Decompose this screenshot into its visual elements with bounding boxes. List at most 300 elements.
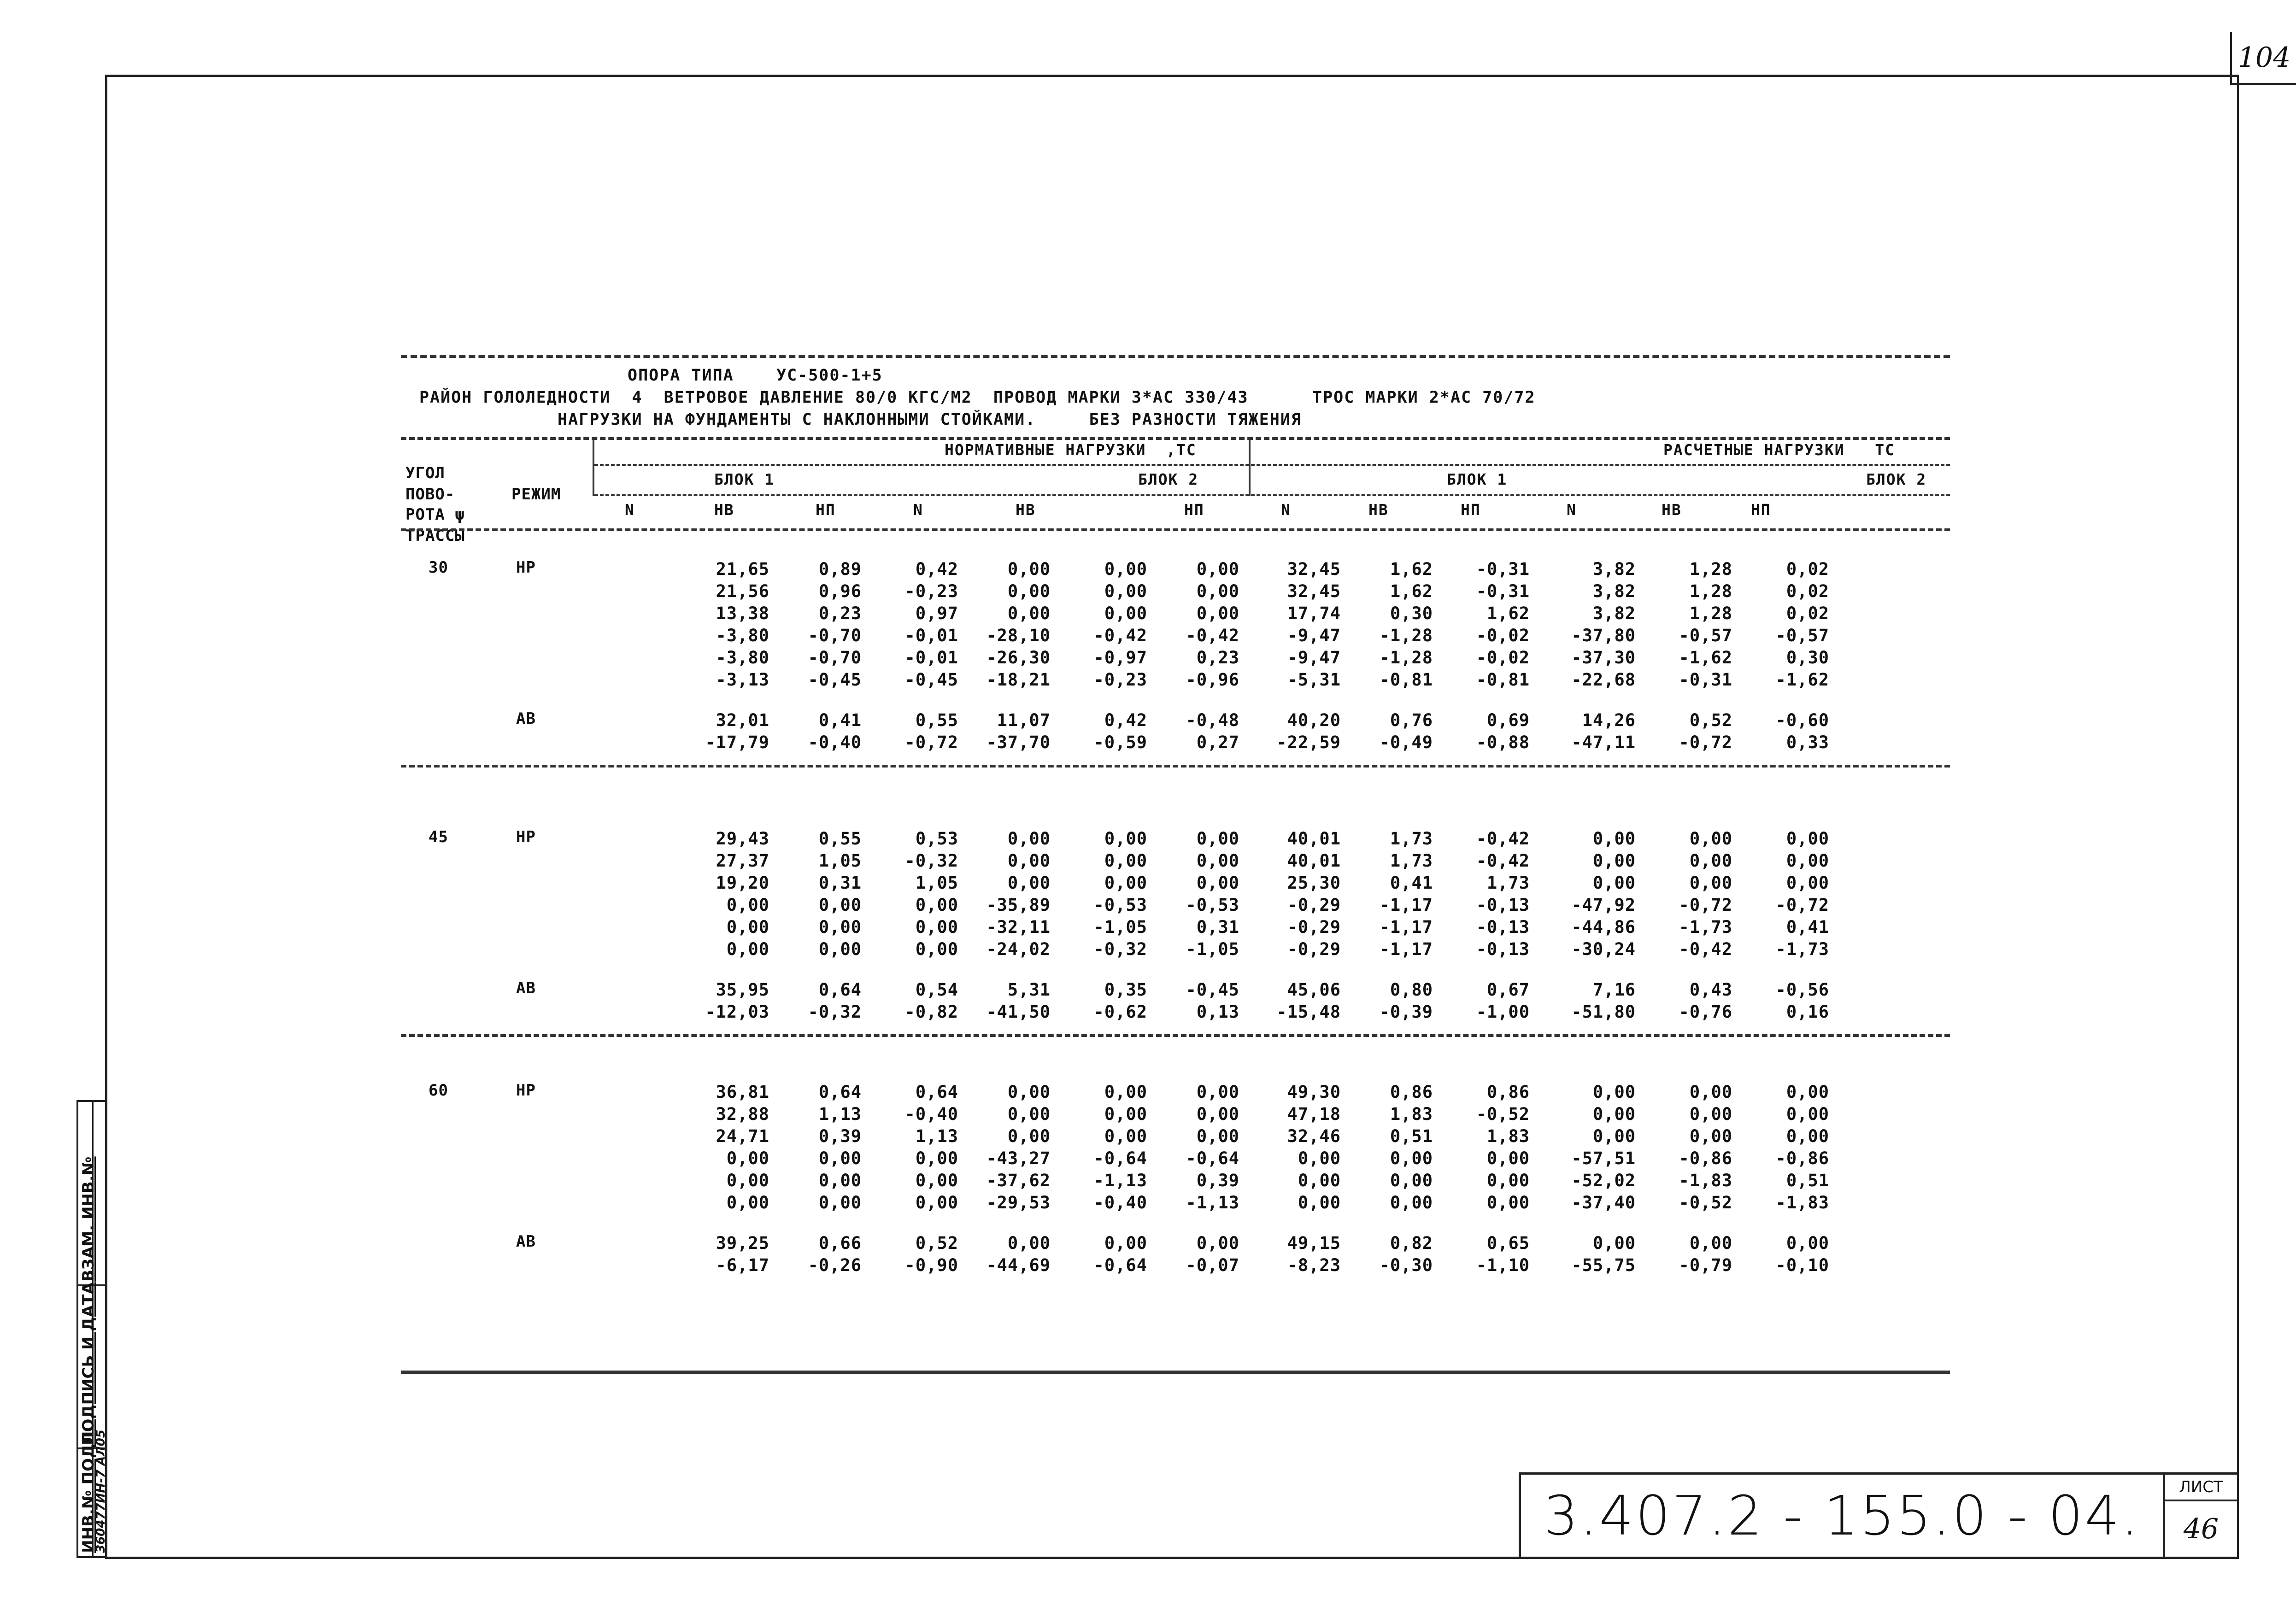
- table-cell: 0,00: [1592, 829, 1636, 849]
- table-cell: -37,62: [986, 1171, 1051, 1190]
- table-cell: 1,73: [1390, 851, 1433, 871]
- angle-header-2: ПОВО-: [405, 485, 455, 504]
- table-cell: -0,45: [1186, 980, 1239, 1000]
- table-cell: 0,00: [1007, 1082, 1051, 1102]
- table-cell: 0,00: [1592, 1104, 1636, 1124]
- table-cell: 0,02: [1786, 603, 1829, 623]
- table-cell: -44,69: [986, 1255, 1051, 1275]
- table-cell: 0,00: [1104, 851, 1147, 871]
- table-cell: 0,02: [1786, 559, 1829, 579]
- table-cell: 0,82: [1390, 1233, 1433, 1253]
- table-cell: -0,57: [1775, 626, 1829, 645]
- table-cell: 0,00: [1689, 1126, 1732, 1146]
- table-row: [401, 732, 1950, 754]
- table-cell: 0,00: [1592, 1126, 1636, 1146]
- col-head-np: НП: [816, 501, 836, 519]
- table-cell: -0,90: [904, 1255, 958, 1275]
- table-cell: -0,30: [1379, 1255, 1433, 1275]
- table-cell: 32,45: [1287, 581, 1341, 601]
- table-cell: -9,47: [1287, 648, 1341, 668]
- table-cell: 0,00: [726, 939, 769, 959]
- table-cell: -0,40: [808, 732, 862, 752]
- table-cell: 0,00: [1298, 1171, 1341, 1190]
- table-cell: -0,76: [1679, 1002, 1732, 1022]
- table-cell: 0,00: [1689, 1082, 1732, 1102]
- table-cell: 13,38: [716, 603, 769, 623]
- table-cell: 45,06: [1287, 980, 1341, 1000]
- regime-label: АВ: [516, 1232, 536, 1251]
- table-row: [401, 1081, 1950, 1103]
- table-cell: -9,47: [1287, 626, 1341, 645]
- regime-header: РЕЖИМ: [511, 485, 561, 504]
- table-cell: 1,28: [1689, 603, 1732, 623]
- stamp-label-inv: ИНВ.№ ПОДЛ.: [79, 1425, 98, 1553]
- table-cell: -24,02: [986, 939, 1051, 959]
- design-block1-header: БЛОК 1: [1447, 470, 1508, 488]
- divider-col-heads: [594, 494, 1950, 496]
- table-cell: 0,64: [915, 1082, 958, 1102]
- table-cell: -1,73: [1775, 939, 1829, 959]
- table-cell: -1,13: [1186, 1193, 1239, 1213]
- table-cell: -0,31: [1476, 581, 1530, 601]
- table-cell: 0,00: [1689, 829, 1732, 849]
- regime-label: НР: [516, 558, 536, 577]
- table-cell: 0,00: [726, 1148, 769, 1168]
- table-cell: -47,92: [1571, 895, 1636, 915]
- table-cell: 0,00: [726, 917, 769, 937]
- col-head-nv: НВ: [1662, 501, 1682, 519]
- table-cell: 0,00: [1007, 603, 1051, 623]
- table-cell: 3,82: [1592, 559, 1636, 579]
- table-cell: 0,39: [1196, 1171, 1239, 1190]
- table-cell: -30,24: [1571, 939, 1636, 959]
- table-cell: -0,32: [1093, 939, 1147, 959]
- table-cell: 0,00: [818, 1171, 862, 1190]
- table-cell: -1,83: [1775, 1193, 1829, 1213]
- table-cell: -15,48: [1276, 1002, 1341, 1022]
- table-cell: -0,56: [1775, 980, 1829, 1000]
- table-cell: 0,00: [915, 917, 958, 937]
- table-cell: 0,00: [818, 1193, 862, 1213]
- table-cell: 0,00: [1689, 1104, 1732, 1124]
- col-head-n: N: [1281, 501, 1291, 519]
- table-cell: 0,00: [1196, 1104, 1239, 1124]
- table-cell: 0,86: [1486, 1082, 1530, 1102]
- design-block2-header: БЛОК 2: [1866, 470, 1927, 488]
- table-row: [401, 558, 1950, 580]
- table-cell: -1,17: [1379, 917, 1433, 937]
- table-cell: -0,29: [1287, 895, 1341, 915]
- table-cell: 7,16: [1592, 980, 1636, 1000]
- angle-value: 60: [429, 1081, 448, 1100]
- table-cell: 1,83: [1390, 1104, 1433, 1124]
- table-cell: 40,01: [1287, 851, 1341, 871]
- table-cell: -0,13: [1476, 895, 1530, 915]
- table-cell: -1,62: [1679, 648, 1732, 668]
- table-cell: 0,00: [1196, 559, 1239, 579]
- table-row: [401, 1148, 1950, 1170]
- table-cell: 0,00: [1786, 1082, 1829, 1102]
- table-cell: 0,00: [1104, 873, 1147, 893]
- table-cell: 29,43: [716, 829, 769, 849]
- table-cell: 0,41: [818, 710, 862, 730]
- table-cell: 3,82: [1592, 603, 1636, 623]
- table-cell: 0,30: [1390, 603, 1433, 623]
- table-cell: 0,00: [915, 1193, 958, 1213]
- table-cell: 0,55: [818, 829, 862, 849]
- table-cell: 36,81: [716, 1082, 769, 1102]
- table-cell: -0,62: [1093, 1002, 1147, 1022]
- table-cell: 0,00: [726, 1193, 769, 1213]
- table-cell: -0,53: [1186, 895, 1239, 915]
- table-cell: 0,41: [1390, 873, 1433, 893]
- table-cell: 1,28: [1689, 559, 1732, 579]
- table-cell: -12,03: [705, 1002, 769, 1022]
- table-cell: -0,57: [1679, 626, 1732, 645]
- divider-blocks: [594, 464, 1950, 466]
- table-cell: 0,31: [818, 873, 862, 893]
- stamp-label-zam-inv: ВЗАМ. ИНВ.№: [79, 1156, 98, 1282]
- table-row: [401, 872, 1950, 894]
- table-cell: -0,01: [904, 626, 958, 645]
- table-row: [401, 1125, 1950, 1148]
- table-cell: 0,00: [1786, 1126, 1829, 1146]
- table-cell: 35,95: [716, 980, 769, 1000]
- load-table-printout: [401, 355, 1950, 1374]
- table-cell: 0,23: [818, 603, 862, 623]
- table-cell: 32,88: [716, 1104, 769, 1124]
- table-cell: 0,00: [1486, 1148, 1530, 1168]
- group-divider: [401, 765, 1950, 767]
- table-cell: -0,07: [1186, 1255, 1239, 1275]
- table-cell: -0,40: [904, 1104, 958, 1124]
- table-cell: 0,00: [1196, 829, 1239, 849]
- col-sep-regime: [593, 439, 594, 496]
- table-row: [401, 850, 1950, 872]
- table-cell: 0,42: [915, 559, 958, 579]
- table-cell: -0,01: [904, 648, 958, 668]
- table-cell: -0,32: [808, 1002, 862, 1022]
- normative-loads-header: НОРМАТИВНЫЕ НАГРУЗКИ ,ТС: [945, 441, 1197, 459]
- table-row: [401, 580, 1950, 603]
- table-row: [401, 828, 1950, 850]
- table-row: [401, 938, 1950, 961]
- table-cell: -0,72: [1679, 895, 1732, 915]
- col-head-np: НП: [1461, 501, 1481, 519]
- table-cell: 0,00: [915, 1148, 958, 1168]
- table-cell: 0,00: [726, 1171, 769, 1190]
- table-cell: -0,60: [1775, 710, 1829, 730]
- table-cell: 0,00: [1007, 581, 1051, 601]
- table-cell: 1,73: [1390, 829, 1433, 849]
- table-cell: -0,64: [1093, 1148, 1147, 1168]
- col-head-nv: НВ: [1016, 501, 1036, 519]
- table-cell: -1,00: [1476, 1002, 1530, 1022]
- group-divider: [401, 1034, 1950, 1037]
- table-cell: 0,13: [1196, 1002, 1239, 1022]
- table-cell: -0,29: [1287, 917, 1341, 937]
- table-cell: 0,42: [1104, 710, 1147, 730]
- table-cell: -28,10: [986, 626, 1051, 645]
- table-row: [401, 916, 1950, 938]
- table-row: [401, 1001, 1950, 1023]
- table-cell: -22,59: [1276, 732, 1341, 752]
- col-head-nv: НВ: [714, 501, 734, 519]
- table-cell: 0,16: [1786, 1002, 1829, 1022]
- title-block: [1519, 1472, 2237, 1557]
- table-cell: 0,00: [1104, 1126, 1147, 1146]
- table-cell: -3,13: [716, 670, 769, 690]
- divider-body: [401, 528, 1950, 531]
- table-cell: -0,86: [1679, 1148, 1732, 1168]
- table-cell: -0,45: [808, 670, 862, 690]
- table-cell: -37,30: [1571, 648, 1636, 668]
- table-cell: -0,29: [1287, 939, 1341, 959]
- table-cell: 0,55: [915, 710, 958, 730]
- design-loads-header: РАСЧЕТНЫЕ НАГРУЗКИ ТС: [1663, 441, 1895, 459]
- table-cell: -26,30: [986, 648, 1051, 668]
- table-row: [401, 1103, 1950, 1125]
- table-cell: 11,07: [997, 710, 1051, 730]
- table-cell: 1,62: [1486, 603, 1530, 623]
- table-cell: 0,39: [818, 1126, 862, 1146]
- table-cell: 5,31: [1007, 980, 1051, 1000]
- table-cell: 0,89: [818, 559, 862, 579]
- table-row: [401, 669, 1950, 691]
- col-head-nv: НВ: [1368, 501, 1389, 519]
- regime-label: НР: [516, 828, 536, 846]
- table-cell: 0,00: [1390, 1148, 1433, 1168]
- table-cell: -0,13: [1476, 917, 1530, 937]
- table-cell: -43,27: [986, 1148, 1051, 1168]
- table-cell: -52,02: [1571, 1171, 1636, 1190]
- table-cell: -0,96: [1186, 670, 1239, 690]
- table-cell: 0,00: [1196, 873, 1239, 893]
- table-cell: -0,23: [904, 581, 958, 601]
- table-cell: 25,30: [1287, 873, 1341, 893]
- table-cell: 0,64: [818, 1082, 862, 1102]
- table-cell: -0,79: [1679, 1255, 1732, 1275]
- table-cell: 0,00: [1592, 1082, 1636, 1102]
- table-cell: -0,64: [1093, 1255, 1147, 1275]
- table-cell: -29,53: [986, 1193, 1051, 1213]
- col-head-np: НП: [1751, 501, 1771, 519]
- col-head-np: НП: [1184, 501, 1204, 519]
- table-row: [401, 1192, 1950, 1214]
- table-cell: 0,23: [1196, 648, 1239, 668]
- table-cell: -0,82: [904, 1002, 958, 1022]
- norm-block1-header: БЛОК 1: [714, 470, 775, 488]
- table-row: [401, 603, 1950, 625]
- table-cell: 0,00: [1689, 873, 1732, 893]
- table-cell: -47,11: [1571, 732, 1636, 752]
- table-cell: 0,00: [1689, 851, 1732, 871]
- table-cell: 0,00: [1007, 1104, 1051, 1124]
- table-cell: -18,21: [986, 670, 1051, 690]
- table-cell: -0,31: [1476, 559, 1530, 579]
- table-cell: 0,51: [1390, 1126, 1433, 1146]
- table-cell: 0,00: [1592, 873, 1636, 893]
- table-cell: -0,72: [904, 732, 958, 752]
- table-cell: 47,18: [1287, 1104, 1341, 1124]
- table-cell: 0,65: [1486, 1233, 1530, 1253]
- col-head-n: N: [1567, 501, 1577, 519]
- table-cell: 24,71: [716, 1126, 769, 1146]
- table-cell: 0,27: [1196, 732, 1239, 752]
- table-cell: -0,23: [1093, 670, 1147, 690]
- table-cell: -0,88: [1476, 732, 1530, 752]
- table-cell: -0,42: [1093, 626, 1147, 645]
- angle-header-1: УГОЛ: [405, 464, 445, 482]
- table-cell: -3,80: [716, 648, 769, 668]
- table-cell: 0,80: [1390, 980, 1433, 1000]
- table-cell: 0,00: [1390, 1193, 1433, 1213]
- table-cell: 0,64: [818, 980, 862, 1000]
- table-row: [401, 709, 1950, 732]
- table-cell: 0,00: [1104, 1082, 1147, 1102]
- table-cell: -0,81: [1476, 670, 1530, 690]
- table-cell: -37,70: [986, 732, 1051, 752]
- table-cell: 0,00: [1007, 829, 1051, 849]
- table-cell: 0,76: [1390, 710, 1433, 730]
- table-cell: -0,26: [808, 1255, 862, 1275]
- table-cell: -0,42: [1186, 626, 1239, 645]
- sheet-number: 46: [2183, 1513, 2219, 1545]
- table-cell: 0,00: [1007, 1233, 1051, 1253]
- table-cell: 32,45: [1287, 559, 1341, 579]
- table-cell: 40,01: [1287, 829, 1341, 849]
- table-cell: -1,17: [1379, 895, 1433, 915]
- table-cell: 0,00: [1390, 1171, 1433, 1190]
- table-cell: -41,50: [986, 1002, 1051, 1022]
- table-cell: 0,00: [1196, 1082, 1239, 1102]
- stamp-label-signature: ПОДПИСЬ И ДАТА: [79, 1282, 98, 1445]
- table-cell: 27,37: [716, 851, 769, 871]
- table-cell: 0,00: [818, 1148, 862, 1168]
- col-head-n: N: [913, 501, 923, 519]
- table-cell: -0,64: [1186, 1148, 1239, 1168]
- table-cell: -1,73: [1679, 917, 1732, 937]
- side-stamp: [76, 1100, 107, 1558]
- table-cell: 0,66: [818, 1233, 862, 1253]
- header-line-1: ОПОРА ТИПА УС-500-1+5: [628, 366, 883, 385]
- table-cell: -0,81: [1379, 670, 1433, 690]
- table-cell: 40,20: [1287, 710, 1341, 730]
- table-cell: -37,80: [1571, 626, 1636, 645]
- document-code: 3.407.2 - 155.0 - 04.: [1521, 1475, 2165, 1557]
- angle-header-4: ТРАССЫ: [405, 527, 465, 545]
- table-cell: 0,00: [1104, 559, 1147, 579]
- table-row: [401, 625, 1950, 647]
- table-row: [401, 894, 1950, 916]
- table-cell: -0,52: [1679, 1193, 1732, 1213]
- table-cell: 0,00: [1786, 1233, 1829, 1253]
- table-cell: 0,00: [1298, 1148, 1341, 1168]
- table-cell: -1,10: [1476, 1255, 1530, 1275]
- table-cell: -0,59: [1093, 732, 1147, 752]
- table-cell: -0,42: [1476, 851, 1530, 871]
- table-cell: -0,02: [1476, 648, 1530, 668]
- table-cell: 21,56: [716, 581, 769, 601]
- regime-label: АВ: [516, 709, 536, 728]
- table-cell: 1,05: [915, 873, 958, 893]
- table-cell: 0,69: [1486, 710, 1530, 730]
- table-cell: -0,45: [904, 670, 958, 690]
- table-cell: 1,73: [1486, 873, 1530, 893]
- header-line-2: РАЙОН ГОЛОЛЕДНОСТИ 4 ВЕТРОВОЕ ДАВЛЕНИЕ 80/0 КГС/М2 ПРОВОД МАРКИ 3*АС 330/43 ТРОС МАРКИ 2*АС 70/72: [419, 388, 1536, 407]
- side-stamp-cell-inv: [78, 1425, 108, 1554]
- table-cell: 0,52: [1689, 710, 1732, 730]
- table-cell: -0,39: [1379, 1002, 1433, 1022]
- table-cell: 0,33: [1786, 732, 1829, 752]
- table-cell: 0,00: [1104, 581, 1147, 601]
- table-cell: 0,00: [1104, 603, 1147, 623]
- table-cell: -1,28: [1379, 626, 1433, 645]
- table-cell: -0,53: [1093, 895, 1147, 915]
- table-cell: 0,02: [1786, 581, 1829, 601]
- table-cell: 0,00: [1298, 1193, 1341, 1213]
- table-cell: 49,15: [1287, 1233, 1341, 1253]
- table-cell: -35,89: [986, 895, 1051, 915]
- table-cell: 21,65: [716, 559, 769, 579]
- table-cell: -6,17: [716, 1255, 769, 1275]
- table-cell: 0,00: [1196, 851, 1239, 871]
- table-cell: 0,41: [1786, 917, 1829, 937]
- table-cell: -0,70: [808, 626, 862, 645]
- table-cell: 0,00: [818, 939, 862, 959]
- table-cell: 0,30: [1786, 648, 1829, 668]
- norm-block2-header: БЛОК 2: [1138, 470, 1199, 488]
- table-cell: -57,51: [1571, 1148, 1636, 1168]
- table-cell: -0,52: [1476, 1104, 1530, 1124]
- table-cell: -1,05: [1093, 917, 1147, 937]
- table-cell: -1,05: [1186, 939, 1239, 959]
- table-cell: 0,00: [1007, 559, 1051, 579]
- table-cell: -1,83: [1679, 1171, 1732, 1190]
- table-cell: -1,17: [1379, 939, 1433, 959]
- table-cell: 3,82: [1592, 581, 1636, 601]
- table-cell: -22,68: [1571, 670, 1636, 690]
- angle-header-3: РОТА ψ: [405, 505, 465, 524]
- table-cell: -0,72: [1679, 732, 1732, 752]
- table-cell: 0,52: [915, 1233, 958, 1253]
- table-cell: -17,79: [705, 732, 769, 752]
- table-cell: -0,49: [1379, 732, 1433, 752]
- table-cell: 0,00: [1196, 581, 1239, 601]
- table-cell: -0,72: [1775, 895, 1829, 915]
- table-cell: -3,80: [716, 626, 769, 645]
- table-row: [401, 1232, 1950, 1254]
- regime-label: АВ: [516, 979, 536, 997]
- table-cell: -51,80: [1571, 1002, 1636, 1022]
- table-cell: 0,86: [1390, 1082, 1433, 1102]
- table-row: [401, 979, 1950, 1001]
- table-cell: 0,00: [1486, 1193, 1530, 1213]
- table-cell: -37,40: [1571, 1193, 1636, 1213]
- table-cell: 0,97: [915, 603, 958, 623]
- table-cell: -1,13: [1093, 1171, 1147, 1190]
- stamp-inv-value: 360477ИН-7 АЛ05: [94, 1430, 108, 1553]
- table-cell: -0,48: [1186, 710, 1239, 730]
- table-cell: 1,28: [1689, 581, 1732, 601]
- table-row: [401, 647, 1950, 669]
- table-cell: 0,00: [1786, 1104, 1829, 1124]
- sheet-label: ЛИСТ: [2165, 1475, 2237, 1501]
- table-cell: 0,00: [818, 917, 862, 937]
- table-cell: 0,51: [1786, 1171, 1829, 1190]
- table-cell: 0,00: [1486, 1171, 1530, 1190]
- table-cell: -5,31: [1287, 670, 1341, 690]
